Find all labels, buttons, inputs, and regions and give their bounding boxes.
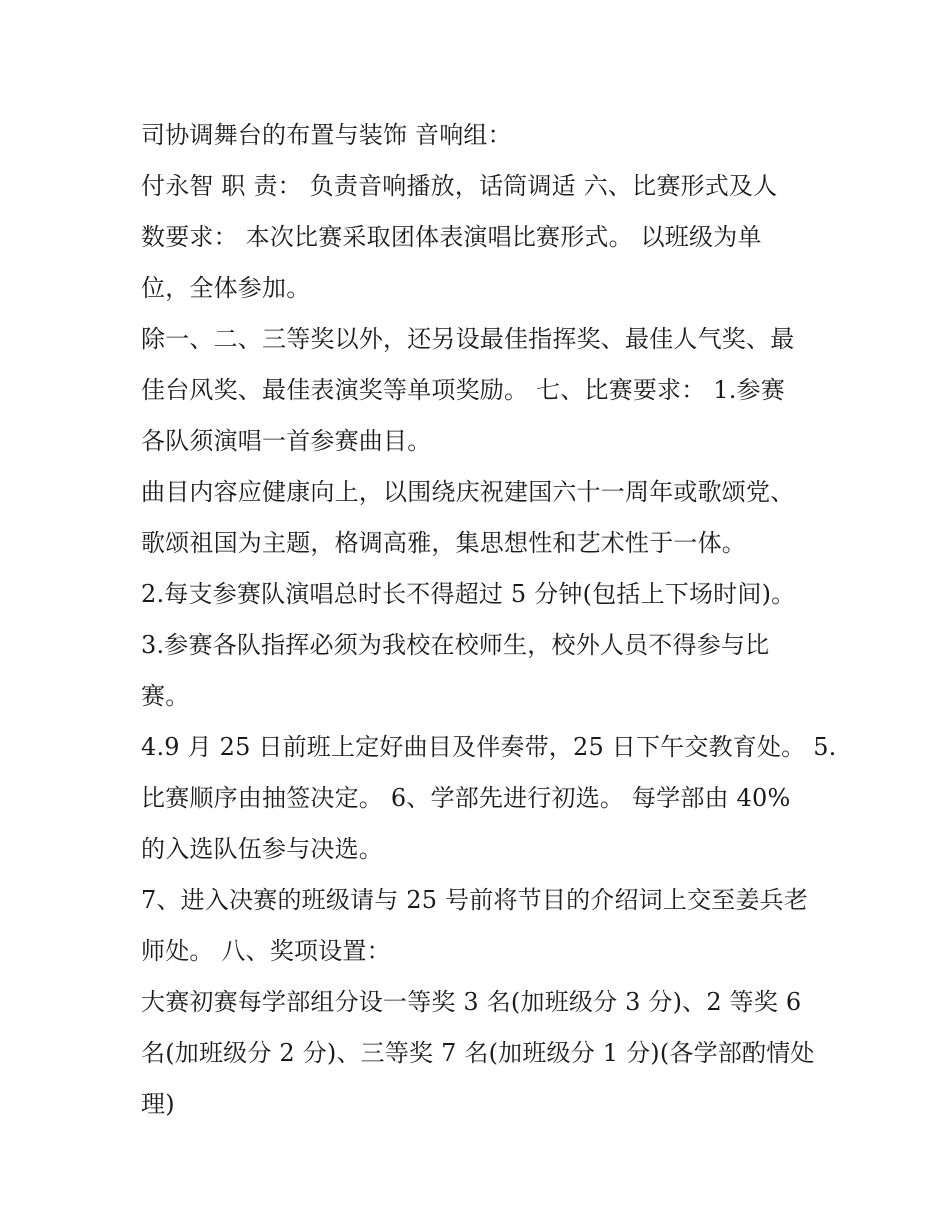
document-body [141, 110, 837, 1130]
text-line: 歌颂祖国为主题，格调高雅，集思想性和艺术性于一体。 [141, 529, 746, 557]
text-line: 理) [141, 1090, 175, 1118]
text-line: 位，全体参加。 [141, 274, 311, 302]
text-line: 大赛初赛每学部组分设一等奖 3 名(加班级分 3 分)、2 等奖 6 [141, 988, 802, 1016]
text-line: 赛。 [141, 682, 190, 710]
text-line: 7、进入决赛的班级请与 25 号前将节目的介绍词上交至姜兵老 [141, 886, 809, 914]
text-line: 佳台风奖、最佳表演奖等单项奖励。 七、比赛要求： 1.参赛 [141, 376, 785, 404]
text-line: 3.参赛各队指挥必须为我校在校师生，校外人员不得参与比 [141, 631, 770, 659]
text-line: 2.每支参赛队演唱总时长不得超过 5 分钟(包括上下场时间)。 [141, 580, 796, 608]
text-line: 各队须演唱一首参赛曲目。 [141, 427, 432, 455]
text-line: 4.9 月 25 日前班上定好曲目及伴奏带，25 日下午交教育处。 5. [141, 733, 837, 761]
text-line: 数要求： 本次比赛采取团体表演唱比赛形式。 以班级为单 [141, 223, 762, 251]
text-line: 比赛顺序由抽签决定。 6、学部先进行初选。 每学部由 40% [141, 784, 791, 812]
text-line: 的入选队伍参与决选。 [141, 835, 383, 863]
text-line: 付永智 职 责： 负责音响播放，话筒调适 六、比赛形式及人 [141, 172, 778, 200]
text-line: 除一、二、三等奖以外，还另设最佳指挥奖、最佳人气奖、最 [141, 325, 795, 353]
text-line: 师处。 八、奖项设置： [141, 937, 391, 965]
text-line: 司协调舞台的布置与装饰 音响组： [141, 121, 512, 149]
text-line: 曲目内容应健康向上，以围绕庆祝建国六十一周年或歌颂党、 [141, 478, 795, 506]
text-line: 名(加班级分 2 分)、三等奖 7 名(加班级分 1 分)(各学部酌情处 [141, 1039, 815, 1067]
